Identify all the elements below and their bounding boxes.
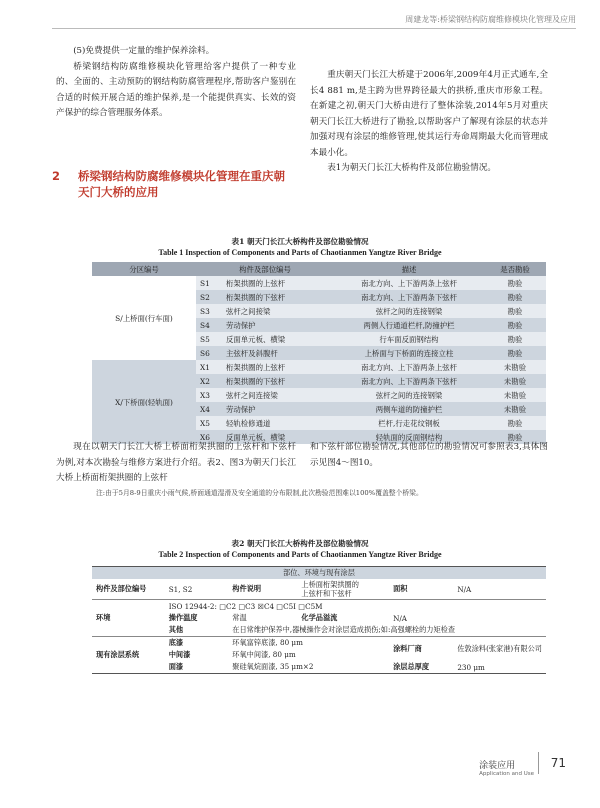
page-number: 71 [550, 756, 566, 770]
table-cell: N/A [457, 584, 472, 594]
paragraph: 和下弦杆部位勘验情况,其他部位的勘验情况可参照表3,具体图示见图4～图10。 [310, 442, 548, 468]
table-cell: 底漆 [165, 637, 229, 650]
table-cell: X5 [196, 416, 222, 430]
table-header-row [92, 262, 546, 276]
table-cell: 操作温度 [168, 613, 198, 622]
table-cell: 轻轨检修通道 [222, 416, 334, 430]
header-rule [52, 28, 576, 29]
column-header: 构件及部位编号 [196, 262, 334, 276]
table-cell: 轻轨面的反面钢结构 [334, 430, 484, 444]
table-cell [297, 579, 389, 600]
column-header: 分区编号 [92, 262, 196, 276]
table-cell: 两侧车道的防撞护栏 [334, 402, 484, 416]
table2 [92, 566, 546, 674]
table-row [92, 600, 546, 613]
table-row [92, 579, 546, 600]
table-cell: S1 [196, 276, 222, 290]
table-cell: 涂料厂商 [389, 637, 453, 662]
table-cell: 化学品溢流 [301, 613, 338, 622]
table-cell: 中间漆 [168, 650, 191, 659]
paragraph: 现在以朝天门长江大桥上桥面桁架拱圈的上弦杆和下弦杆为例,对本次勘验与维修方案进行介绍。表2、图3为朝天门长江大桥上桥面桁架拱圈的上弦杆 [56, 442, 296, 483]
table-cell: 勘验 [484, 332, 546, 346]
running-header: 周建龙等:桥梁钢结构防腐维修模块化管理及应用 [405, 15, 576, 24]
table2-caption-en: Table 2 Inspection of Components and Parts of Chaotianmen Yangtze River Bridge [158, 550, 442, 559]
table-cell: 南北方向、上下游两条下弦杆 [334, 290, 484, 304]
table-cell: 勘验 [484, 290, 546, 304]
table-cell: S4 [196, 318, 222, 332]
table1-caption-cn: 表1 朝天门长江大桥构件及部位勘验情况 [231, 237, 369, 246]
table-cell: 弦杆之间的连接钢梁 [334, 388, 484, 402]
table-cell: 面漆 [168, 662, 184, 671]
table-cell: 桁架拱圈的上弦杆 [222, 276, 334, 290]
table-cell: S2 [196, 290, 222, 304]
paragraph: (5)免费提供一定量的维护保养涂料。 [73, 46, 215, 56]
table-cell: 常温 [232, 613, 247, 622]
table-cell: 桁架拱圈的上弦杆 [222, 360, 334, 374]
section-number: 2 [52, 169, 61, 183]
table1 [92, 262, 546, 444]
table-row [92, 360, 546, 374]
table-cell: 勘验 [484, 318, 546, 332]
table-cell: S1, S2 [168, 584, 193, 594]
table-cell: 劳动保护 [222, 318, 334, 332]
mid-right-text [310, 440, 548, 471]
left-column-text [56, 44, 296, 122]
table-cell: 劳动保护 [222, 402, 334, 416]
group-label: S/上桥面(行车面) [92, 276, 196, 360]
table-cell: 构件说明 [232, 584, 262, 593]
table-row [92, 637, 546, 650]
table-cell: 栏杆,行走花纹钢板 [334, 416, 484, 430]
mid-left-text [56, 440, 296, 487]
table-cell: 桁架拱圈的下弦杆 [222, 374, 334, 388]
table-cell: X2 [196, 374, 222, 388]
table-cell: 弦杆之间连接梁 [222, 388, 334, 402]
column-header: 描述 [334, 262, 484, 276]
table-cell: S3 [196, 304, 222, 318]
table2-caption-cn: 表2 朝天门长江大桥构件及部位勘验情况 [231, 539, 369, 548]
section-title: 桥梁钢结构防腐维修模块化管理在重庆朝天门大桥的应用 [78, 169, 285, 199]
table-cell: 现有涂层系统 [92, 637, 165, 674]
table-cell: 反面单元板、横梁 [222, 332, 334, 346]
journal-name-cn: 涂装应用 [479, 761, 516, 771]
table-cell: X4 [196, 402, 222, 416]
table1-note: 注:由于5月8-9日重庆小雨气候,桥面通道湿滑及安全通道的分布限制,此次勘验范围难以100%覆盖整个桥梁。 [96, 489, 423, 497]
table-cell: 未勘验 [484, 360, 546, 374]
table-cell: 勘验 [484, 276, 546, 290]
table-cell: 未勘验 [484, 374, 546, 388]
table-cell: X6 [196, 430, 222, 444]
table-cell: X1 [196, 360, 222, 374]
table-cell: 勘验 [484, 430, 546, 444]
table2-caption [0, 538, 600, 560]
table-cell: N/A [393, 613, 407, 623]
table-cell: 南北方向、上下游两条上弦杆 [334, 276, 484, 290]
table2-section-head: 部位、环境与现有涂层 [92, 567, 546, 580]
journal-footer [479, 758, 534, 777]
table-row [92, 567, 546, 580]
table-cell: 未勘验 [484, 402, 546, 416]
table-cell: 环境 [92, 600, 165, 637]
table-cell: 上桥面与下桥面的连接立柱 [334, 346, 484, 360]
paragraph: 重庆朝天门长江大桥建于2006年,2009年4月正式通车,全长4 881 m,是主跨为世界跨径最大的拱桥,重庆市形象工程。在新建之初,朝天门大桥由进行了整体涂装,2014年5月对重庆朝天门长江大桥进行了勘验,以帮助客户了解现有涂层的状态并加强对现有涂层的维修管理,使其运行寿命周期最大化而管理成本最小化。 [310, 70, 548, 158]
table-cell: 弦杆之间接梁 [222, 304, 334, 318]
cell-line: 上弦杆和下弦杆 [301, 589, 352, 598]
paragraph: 桥梁钢结构防腐维修模块化管理给客户提供了一种专业的、全面的、主动预防的钢结构防腐管理程序,帮助客户鉴别在合适的时候开展合适的维护保养,是一个能提供真实、长效的资产保护的综合管理服务体系。 [56, 61, 296, 118]
section-heading [52, 168, 292, 200]
table-cell: S6 [196, 346, 222, 360]
table-cell: 面积 [393, 584, 408, 593]
table-cell: 弦杆之间的连接钢梁 [334, 304, 484, 318]
table-cell: S5 [196, 332, 222, 346]
table-cell: 构件及部位编号 [96, 584, 147, 593]
table-cell: 桁架拱圈的下弦杆 [222, 290, 334, 304]
table-cell: 涂层总厚度 [393, 662, 430, 671]
table-cell: ISO 12944-2: □C2 □C3 ☒C4 □C5I □C5M [165, 600, 546, 613]
table-cell: 反面单元板、横梁 [222, 430, 334, 444]
table-cell: 佐敦涂料(张家港)有限公司 [453, 637, 546, 662]
table-cell: 环氧中间漆, 80 μm [232, 650, 296, 659]
table-cell: 聚硅氧烷面漆, 35 μm×2 [232, 662, 314, 671]
table-cell: X3 [196, 388, 222, 402]
table-cell: 南北方向、上下游两条下弦杆 [334, 374, 484, 388]
table-cell: 两侧人行通道栏杆,防撞护栏 [334, 318, 484, 332]
table-cell: 230 μm [457, 662, 485, 672]
page-number-divider [538, 752, 539, 774]
table-cell: 勘验 [484, 346, 546, 360]
journal-name-en: Application and Use [479, 771, 534, 777]
table-cell: 主弦杆及斜腹杆 [222, 346, 334, 360]
table1-caption [0, 236, 600, 258]
table-cell: 勘验 [484, 304, 546, 318]
cell-line: 上桥面桁架拱圈的 [301, 580, 359, 589]
table-cell: 勘验 [484, 416, 546, 430]
paragraph: 表1为朝天门长江大桥构件及部位勘验情况。 [327, 163, 496, 173]
group-label: X/下桥面(轻轨面) [92, 360, 196, 444]
table-cell: 行车面反面钢结构 [334, 332, 484, 346]
table-row [92, 276, 546, 290]
table-cell: 其他 [168, 625, 184, 634]
table-cell: 南北方向、上下游两条上弦杆 [334, 360, 484, 374]
column-header: 是否勘验 [484, 262, 546, 276]
table1-caption-en: Table 1 Inspection of Components and Parts of Chaotianmen Yangtze River Bridge [158, 248, 442, 257]
table-cell: 环氧富锌底漆, 80 μm [228, 637, 389, 650]
table-cell: 在日常维护保养中,器械操作会对涂层造成损伤;如:高强螺栓的力矩检查 [232, 625, 456, 634]
right-column-text [310, 68, 548, 177]
table-cell: 未勘验 [484, 388, 546, 402]
